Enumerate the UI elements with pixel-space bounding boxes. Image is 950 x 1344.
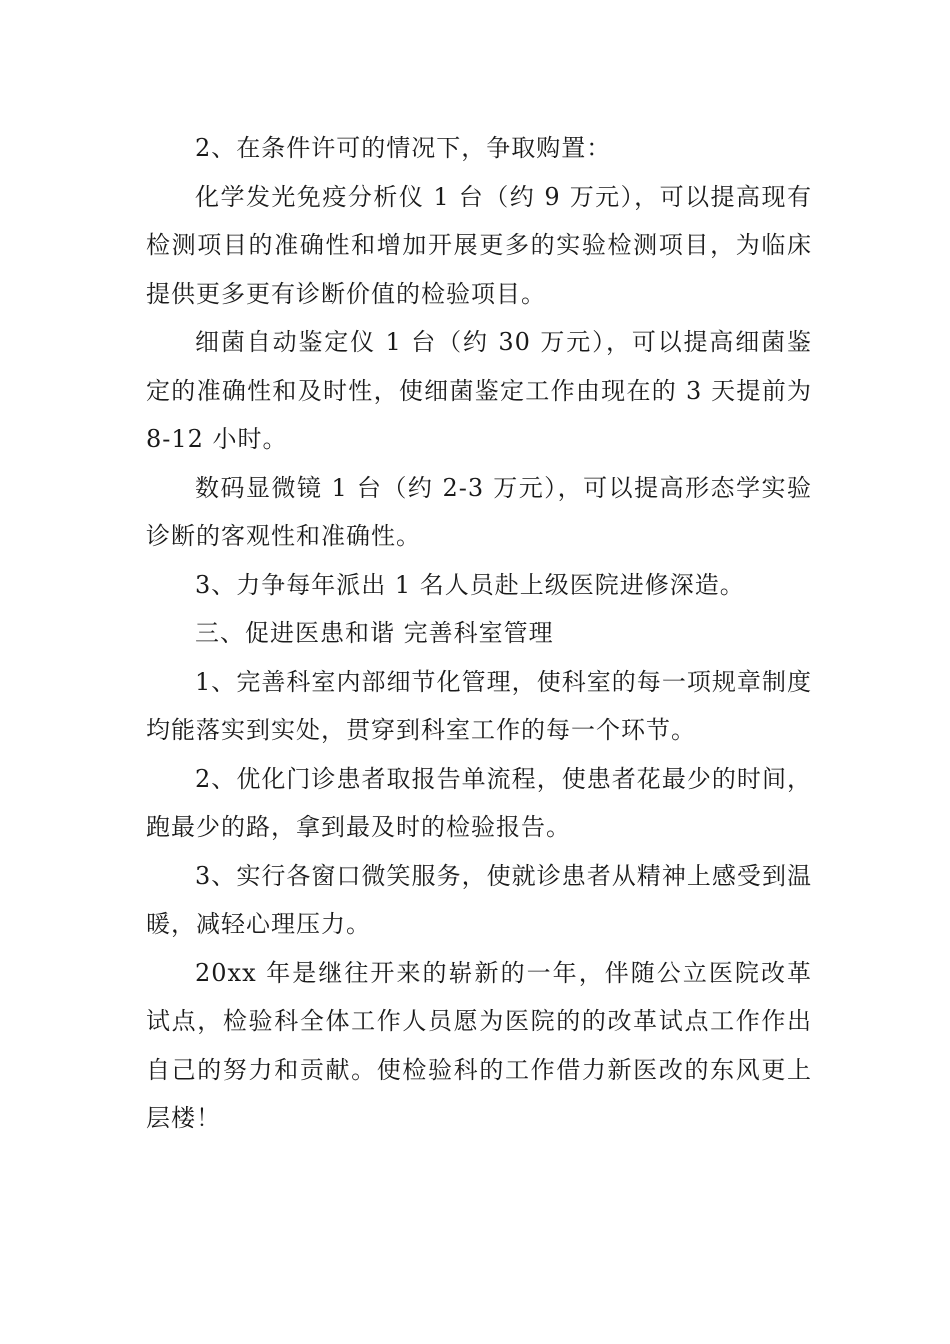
paragraph-immunoassay-analyzer: 化学发光免疫分析仪 1 台（约 9 万元），可以提高现有检测项目的准确性和增加开展更多的实验检测项目，为临床提供更多更有诊断价值的检验项目。: [146, 182, 812, 308]
paragraph-staff-training: 3、力争每年派出 1 名人员赴上级医院进修深造。: [195, 570, 745, 599]
paragraph-internal-management: 1、完善科室内部细节化管理，使科室的每一项规章制度均能落实到实处，贯穿到科室工作的每一个环节。: [146, 667, 812, 744]
paragraph-digital-microscope: 数码显微镜 1 台（约 2-3 万元），可以提高形态学实验诊断的客观性和准确性。: [146, 473, 812, 550]
paragraph-smile-service: 3、实行各窗口微笑服务，使就诊患者从精神上感受到温暖，减轻心理压力。: [146, 861, 812, 938]
document-body: [146, 124, 812, 1143]
paragraph-conclusion: 20xx 年是继往开来的崭新的一年，伴随公立医院改革试点，检验科全体工作人员愿为医院的的改革试点工作作出自己的努力和贡献。使检验科的工作借力新医改的东风更上层楼！: [146, 958, 812, 1132]
paragraph-purchase-heading: 2、在条件许可的情况下，争取购置：: [195, 134, 612, 162]
paragraph-report-process: 2、优化门诊患者取报告单流程，使患者花最少的时间，跑最少的路，拿到最及时的检验报告。: [146, 764, 812, 841]
section-heading-management: 三、促进医患和谐 完善科室管理: [195, 619, 554, 647]
paragraph-bacteria-identifier: 细菌自动鉴定仪 1 台（约 30 万元），可以提高细菌鉴定的准确性和及时性，使细菌鉴定工作由现在的 3 天提前为 8-12 小时。: [146, 328, 812, 453]
